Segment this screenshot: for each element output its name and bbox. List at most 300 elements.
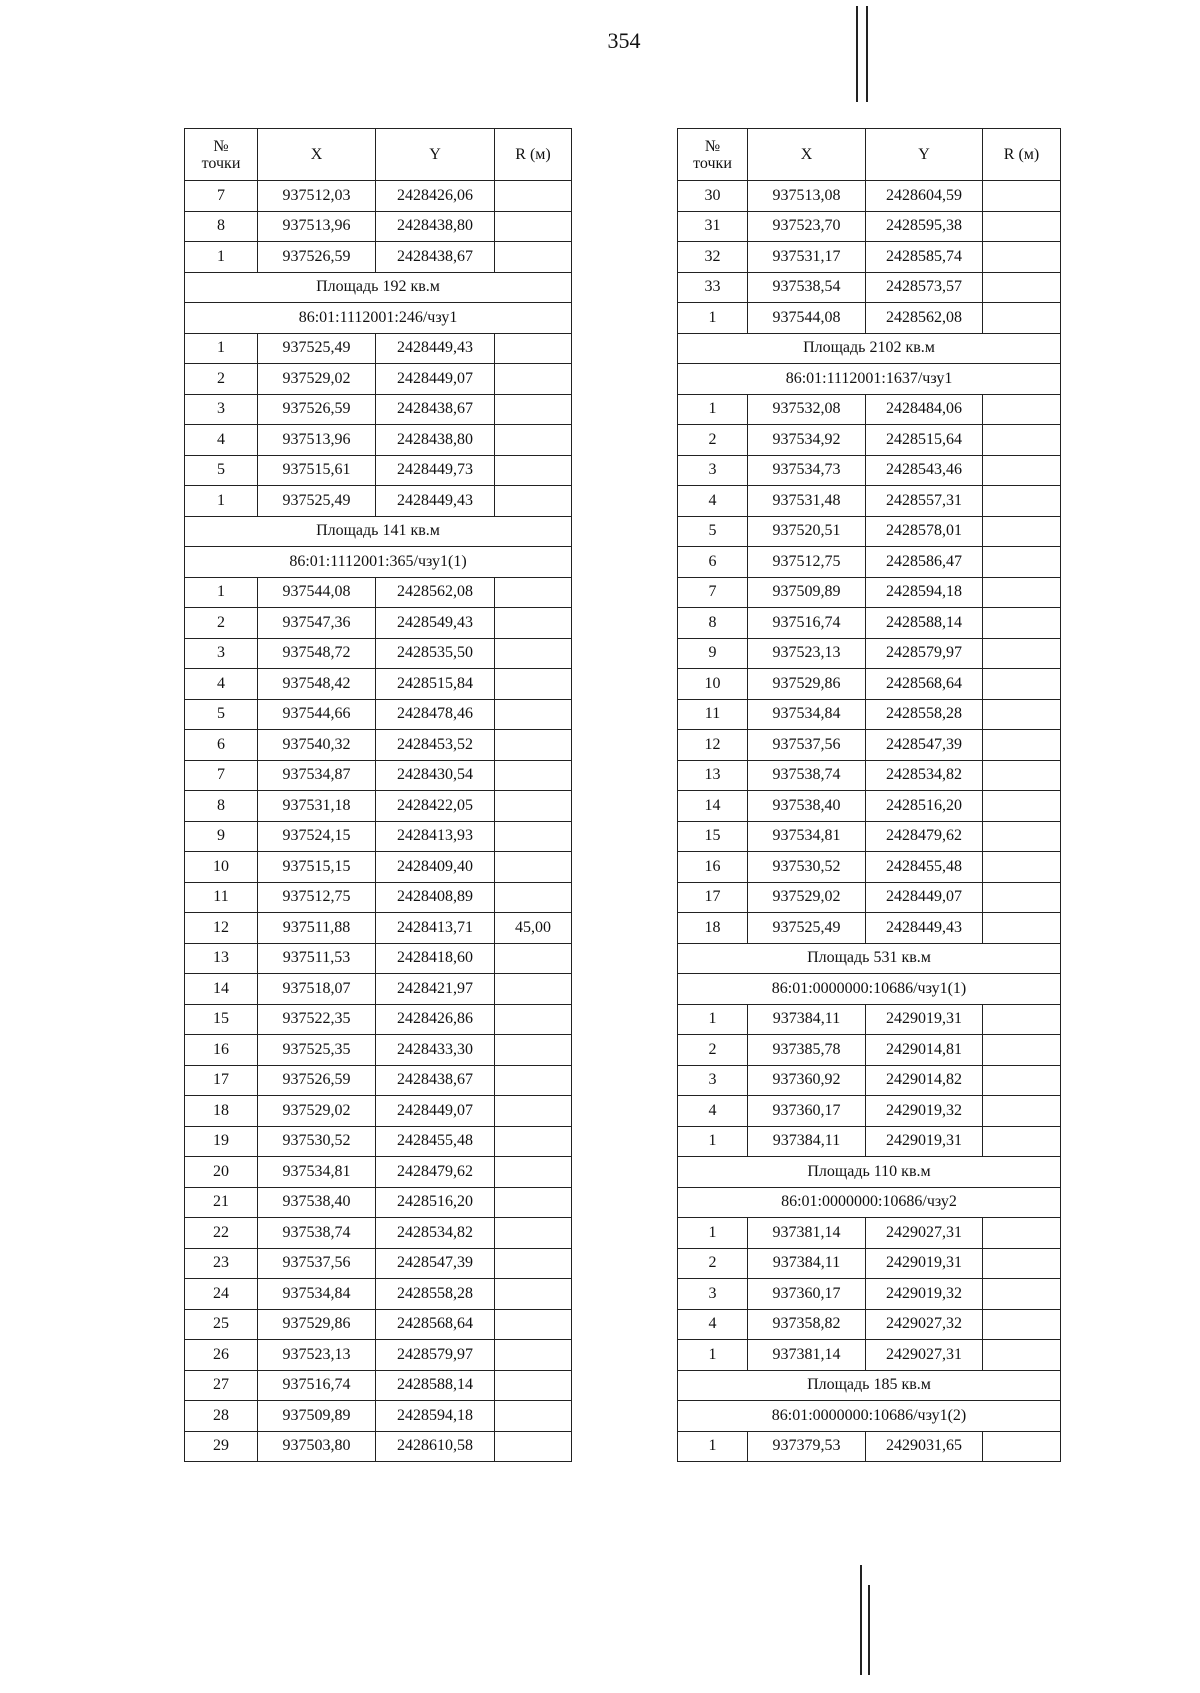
x-cell: 937379,53 [748,1431,866,1462]
table-row [185,638,572,669]
radius-cell [495,699,572,730]
radius-cell [983,577,1061,608]
x-cell: 937516,74 [258,1370,376,1401]
radius-cell [983,1248,1061,1279]
point-number-cell: 3 [185,638,258,669]
point-number-cell: 19 [185,1126,258,1157]
table-body-right [678,181,1061,1462]
radius-cell [983,1065,1061,1096]
x-cell: 937534,73 [748,455,866,486]
y-cell: 2428449,07 [866,882,983,913]
header-point-number [185,129,258,181]
x-cell: 937538,74 [258,1218,376,1249]
table-row [678,242,1061,273]
table-row [678,1126,1061,1157]
radius-cell [495,852,572,883]
section-label-row [678,364,1061,395]
point-number-cell: 33 [678,272,748,303]
x-cell: 937515,61 [258,455,376,486]
point-number-cell: 2 [185,608,258,639]
point-number-cell: 30 [678,181,748,212]
table-row [185,821,572,852]
section-label-row [185,547,572,578]
x-cell: 937526,59 [258,1065,376,1096]
point-number-cell: 9 [678,638,748,669]
y-cell: 2428413,71 [376,913,495,944]
x-cell: 937512,03 [258,181,376,212]
table-row [678,760,1061,791]
x-cell: 937540,32 [258,730,376,761]
x-cell: 937512,75 [748,547,866,578]
radius-cell [983,303,1061,334]
y-cell: 2428449,07 [376,364,495,395]
radius-cell [495,486,572,517]
y-cell: 2428409,40 [376,852,495,883]
point-number-cell: 2 [185,364,258,395]
y-cell: 2428449,43 [376,486,495,517]
point-number-cell: 9 [185,821,258,852]
section-label: Площадь 110 кв.м [678,1157,1061,1188]
point-number-cell: 1 [678,1340,748,1371]
point-number-cell: 14 [678,791,748,822]
table-row [185,1309,572,1340]
radius-cell [495,974,572,1005]
table-row [678,425,1061,456]
table-row [678,547,1061,578]
radius-cell [983,638,1061,669]
x-cell: 937534,81 [258,1157,376,1188]
table-row [678,272,1061,303]
x-cell: 937526,59 [258,242,376,273]
x-cell: 937531,17 [748,242,866,273]
point-number-cell: 2 [678,425,748,456]
radius-cell [983,791,1061,822]
table-row [185,608,572,639]
point-number-cell: 29 [185,1431,258,1462]
x-cell: 937385,78 [748,1035,866,1066]
radius-cell [983,882,1061,913]
table-row [678,394,1061,425]
radius-cell [495,1370,572,1401]
point-number-cell: 1 [185,486,258,517]
point-number-cell: 26 [185,1340,258,1371]
point-number-cell: 18 [678,913,748,944]
point-number-cell: 13 [185,943,258,974]
point-number-cell: 31 [678,211,748,242]
point-number-cell: 21 [185,1187,258,1218]
x-cell: 937509,89 [748,577,866,608]
radius-cell [983,1096,1061,1127]
point-number-cell: 4 [185,669,258,700]
point-number-cell: 27 [185,1370,258,1401]
table-row [185,943,572,974]
table-row [185,211,572,242]
x-cell: 937513,08 [748,181,866,212]
y-cell: 2428455,48 [376,1126,495,1157]
x-cell: 937529,02 [258,364,376,395]
table-row [185,760,572,791]
x-cell: 937537,56 [258,1248,376,1279]
radius-cell [983,516,1061,547]
table-row [185,1004,572,1035]
x-cell: 937503,80 [258,1431,376,1462]
y-cell: 2428534,82 [866,760,983,791]
x-cell: 937516,74 [748,608,866,639]
y-cell: 2428516,20 [376,1187,495,1218]
table-row [678,486,1061,517]
x-cell: 937531,48 [748,486,866,517]
y-cell: 2428578,01 [866,516,983,547]
y-cell: 2428438,67 [376,1065,495,1096]
point-number-cell: 4 [678,486,748,517]
table-row [678,455,1061,486]
table-row [185,1126,572,1157]
y-cell: 2428426,86 [376,1004,495,1035]
y-cell: 2428422,05 [376,791,495,822]
x-cell: 937509,89 [258,1401,376,1432]
radius-cell [495,577,572,608]
x-cell: 937547,36 [258,608,376,639]
table-row [185,486,572,517]
point-number-cell: 3 [678,455,748,486]
point-number-cell: 11 [678,699,748,730]
radius-cell [495,333,572,364]
y-cell: 2428408,89 [376,882,495,913]
table-row [678,1096,1061,1127]
y-cell: 2428430,54 [376,760,495,791]
x-cell: 937520,51 [748,516,866,547]
x-cell: 937518,07 [258,974,376,1005]
x-cell: 937525,49 [258,486,376,517]
x-cell: 937538,40 [748,791,866,822]
point-number-cell: 1 [678,1126,748,1157]
y-cell: 2428515,64 [866,425,983,456]
section-label-row [185,303,572,334]
table-row [185,1431,572,1462]
table-row [678,791,1061,822]
y-cell: 2428421,97 [376,974,495,1005]
x-cell: 937381,14 [748,1340,866,1371]
point-number-cell: 3 [185,394,258,425]
point-number-cell: 1 [678,1004,748,1035]
table-row [185,882,572,913]
point-number-cell: 11 [185,882,258,913]
y-cell: 2428438,80 [376,211,495,242]
table-header-row [185,129,572,181]
x-cell: 937548,72 [258,638,376,669]
x-cell: 937525,49 [258,333,376,364]
point-number-cell: 1 [185,242,258,273]
x-cell: 937384,11 [748,1126,866,1157]
point-number-cell: 2 [678,1248,748,1279]
table-row [678,852,1061,883]
x-cell: 937530,52 [258,1126,376,1157]
point-number-cell: 1 [678,394,748,425]
y-cell: 2428534,82 [376,1218,495,1249]
x-cell: 937524,15 [258,821,376,852]
point-number-cell: 5 [185,455,258,486]
y-cell: 2428478,46 [376,699,495,730]
y-cell: 2428604,59 [866,181,983,212]
y-cell: 2428585,74 [866,242,983,273]
header-radius: R (м) [983,129,1061,181]
table-row [185,974,572,1005]
section-label: 86:01:0000000:10686/чзу1(1) [678,974,1061,1005]
y-cell: 2428588,14 [866,608,983,639]
table-row [185,242,572,273]
table-row [678,608,1061,639]
radius-cell [983,181,1061,212]
radius-cell [495,638,572,669]
table-row [678,577,1061,608]
section-label-row [678,1187,1061,1218]
radius-cell [983,1004,1061,1035]
y-cell: 2429031,65 [866,1431,983,1462]
radius-cell [983,1126,1061,1157]
point-number-cell: 5 [678,516,748,547]
table-row [185,1096,572,1127]
radius-cell [495,1157,572,1188]
y-cell: 2428579,97 [376,1340,495,1371]
header-y: Y [376,129,495,181]
radius-cell [495,1218,572,1249]
table-row [185,1035,572,1066]
radius-cell [983,760,1061,791]
table-row [185,394,572,425]
y-cell: 2429019,31 [866,1248,983,1279]
y-cell: 2428579,97 [866,638,983,669]
table-row [185,730,572,761]
radius-cell [983,821,1061,852]
point-number-cell: 22 [185,1218,258,1249]
y-cell: 2428455,48 [866,852,983,883]
x-cell: 937511,88 [258,913,376,944]
radius-cell [983,852,1061,883]
point-number-cell: 10 [185,852,258,883]
table-row [678,1218,1061,1249]
radius-cell [495,821,572,852]
radius-cell [495,1004,572,1035]
table-row [185,425,572,456]
table-row [185,913,572,944]
scan-edge-line-bottom [860,1565,862,1675]
x-cell: 937538,40 [258,1187,376,1218]
point-number-cell: 17 [185,1065,258,1096]
x-cell: 937534,92 [748,425,866,456]
radius-cell [983,455,1061,486]
radius-cell [495,211,572,242]
scan-edge-line-top-2 [866,6,868,102]
radius-cell [495,1065,572,1096]
point-number-cell: 12 [185,913,258,944]
radius-cell [495,1035,572,1066]
x-cell: 937534,87 [258,760,376,791]
radius-cell [495,608,572,639]
point-number-cell: 4 [678,1096,748,1127]
point-number-cell: 14 [185,974,258,1005]
y-cell: 2429014,82 [866,1065,983,1096]
y-cell: 2428562,08 [866,303,983,334]
y-cell: 2429014,81 [866,1035,983,1066]
table-row [678,1279,1061,1310]
radius-cell [983,1309,1061,1340]
x-cell: 937529,86 [258,1309,376,1340]
section-label-row [678,943,1061,974]
header-point-number [678,129,748,181]
x-cell: 937381,14 [748,1218,866,1249]
x-cell: 937511,53 [258,943,376,974]
y-cell: 2428433,30 [376,1035,495,1066]
y-cell: 2428610,58 [376,1431,495,1462]
y-cell: 2429027,31 [866,1218,983,1249]
table-row [678,516,1061,547]
table-row [678,1431,1061,1462]
y-cell: 2428426,06 [376,181,495,212]
x-cell: 937526,59 [258,394,376,425]
table-row [678,1340,1061,1371]
radius-cell [983,1340,1061,1371]
point-number-cell: 15 [678,821,748,852]
point-number-cell: 20 [185,1157,258,1188]
point-number-cell: 1 [678,1431,748,1462]
point-number-cell: 3 [678,1279,748,1310]
y-cell: 2428449,73 [376,455,495,486]
table-row [185,669,572,700]
point-number-cell: 23 [185,1248,258,1279]
table-row [678,303,1061,334]
y-cell: 2428562,08 [376,577,495,608]
section-label-row [678,333,1061,364]
point-number-cell: 7 [678,577,748,608]
x-cell: 937515,15 [258,852,376,883]
header-y: Y [866,129,983,181]
scan-edge-line-top [856,6,858,102]
radius-cell [983,211,1061,242]
x-cell: 937384,11 [748,1004,866,1035]
x-cell: 937523,70 [748,211,866,242]
x-cell: 937538,54 [748,272,866,303]
table-row [185,455,572,486]
point-number-cell: 4 [678,1309,748,1340]
section-label: 86:01:1112001:1637/чзу1 [678,364,1061,395]
x-cell: 937534,84 [748,699,866,730]
table-row [678,1035,1061,1066]
point-number-cell: 25 [185,1309,258,1340]
radius-cell [495,1309,572,1340]
y-cell: 2428594,18 [376,1401,495,1432]
radius-cell [495,669,572,700]
point-number-cell: 32 [678,242,748,273]
point-number-cell: 7 [185,181,258,212]
table-row [678,821,1061,852]
y-cell: 2428547,39 [376,1248,495,1279]
section-label: Площадь 2102 кв.м [678,333,1061,364]
x-cell: 937529,02 [748,882,866,913]
x-cell: 937529,02 [258,1096,376,1127]
point-number-cell: 18 [185,1096,258,1127]
y-cell: 2428413,93 [376,821,495,852]
point-number-cell: 5 [185,699,258,730]
point-number-cell: 4 [185,425,258,456]
section-label: Площадь 192 кв.м [185,272,572,303]
section-label: Площадь 141 кв.м [185,516,572,547]
y-cell: 2428568,64 [866,669,983,700]
y-cell: 2428449,43 [376,333,495,364]
table-row [678,1065,1061,1096]
radius-cell [983,486,1061,517]
section-label-row [678,1370,1061,1401]
radius-cell [983,272,1061,303]
point-number-cell: 15 [185,1004,258,1035]
x-cell: 937360,17 [748,1096,866,1127]
header-num-sign: № [213,137,229,155]
table-row [678,211,1061,242]
y-cell: 2429027,32 [866,1309,983,1340]
point-number-cell: 10 [678,669,748,700]
table-row [185,364,572,395]
x-cell: 937529,86 [748,669,866,700]
y-cell: 2428453,52 [376,730,495,761]
y-cell: 2429019,31 [866,1126,983,1157]
y-cell: 2428535,50 [376,638,495,669]
y-cell: 2428484,06 [866,394,983,425]
radius-cell [495,394,572,425]
point-number-cell: 6 [185,730,258,761]
table-row [678,669,1061,700]
y-cell: 2428568,64 [376,1309,495,1340]
table-row [678,699,1061,730]
table-row [185,1340,572,1371]
table-row [678,1309,1061,1340]
x-cell: 937530,52 [748,852,866,883]
radius-cell [983,699,1061,730]
radius-cell [495,1431,572,1462]
radius-cell [495,1279,572,1310]
x-cell: 937534,84 [258,1279,376,1310]
section-label: 86:01:1112001:365/чзу1(1) [185,547,572,578]
x-cell: 937360,17 [748,1279,866,1310]
section-label-row [678,1401,1061,1432]
radius-cell [983,1431,1061,1462]
table-row [185,1370,572,1401]
table-row [678,1248,1061,1279]
y-cell: 2428586,47 [866,547,983,578]
radius-cell [495,1187,572,1218]
table-row [185,1157,572,1188]
point-number-cell: 16 [185,1035,258,1066]
y-cell: 2429027,31 [866,1340,983,1371]
section-label: 86:01:0000000:10686/чзу1(2) [678,1401,1061,1432]
y-cell: 2428516,20 [866,791,983,822]
x-cell: 937525,35 [258,1035,376,1066]
header-x: X [258,129,376,181]
radius-cell [495,425,572,456]
x-cell: 937358,82 [748,1309,866,1340]
table-row [678,730,1061,761]
table-body-left [185,181,572,1462]
header-num-sign: № [704,137,721,155]
radius-cell [983,608,1061,639]
radius-cell [983,242,1061,273]
radius-cell [983,913,1061,944]
x-cell: 937512,75 [258,882,376,913]
y-cell: 2428557,31 [866,486,983,517]
y-cell: 2428549,43 [376,608,495,639]
y-cell: 2428438,80 [376,425,495,456]
point-number-cell: 17 [678,882,748,913]
scan-edge-line-bottom-2 [868,1585,870,1675]
x-cell: 937384,11 [748,1248,866,1279]
